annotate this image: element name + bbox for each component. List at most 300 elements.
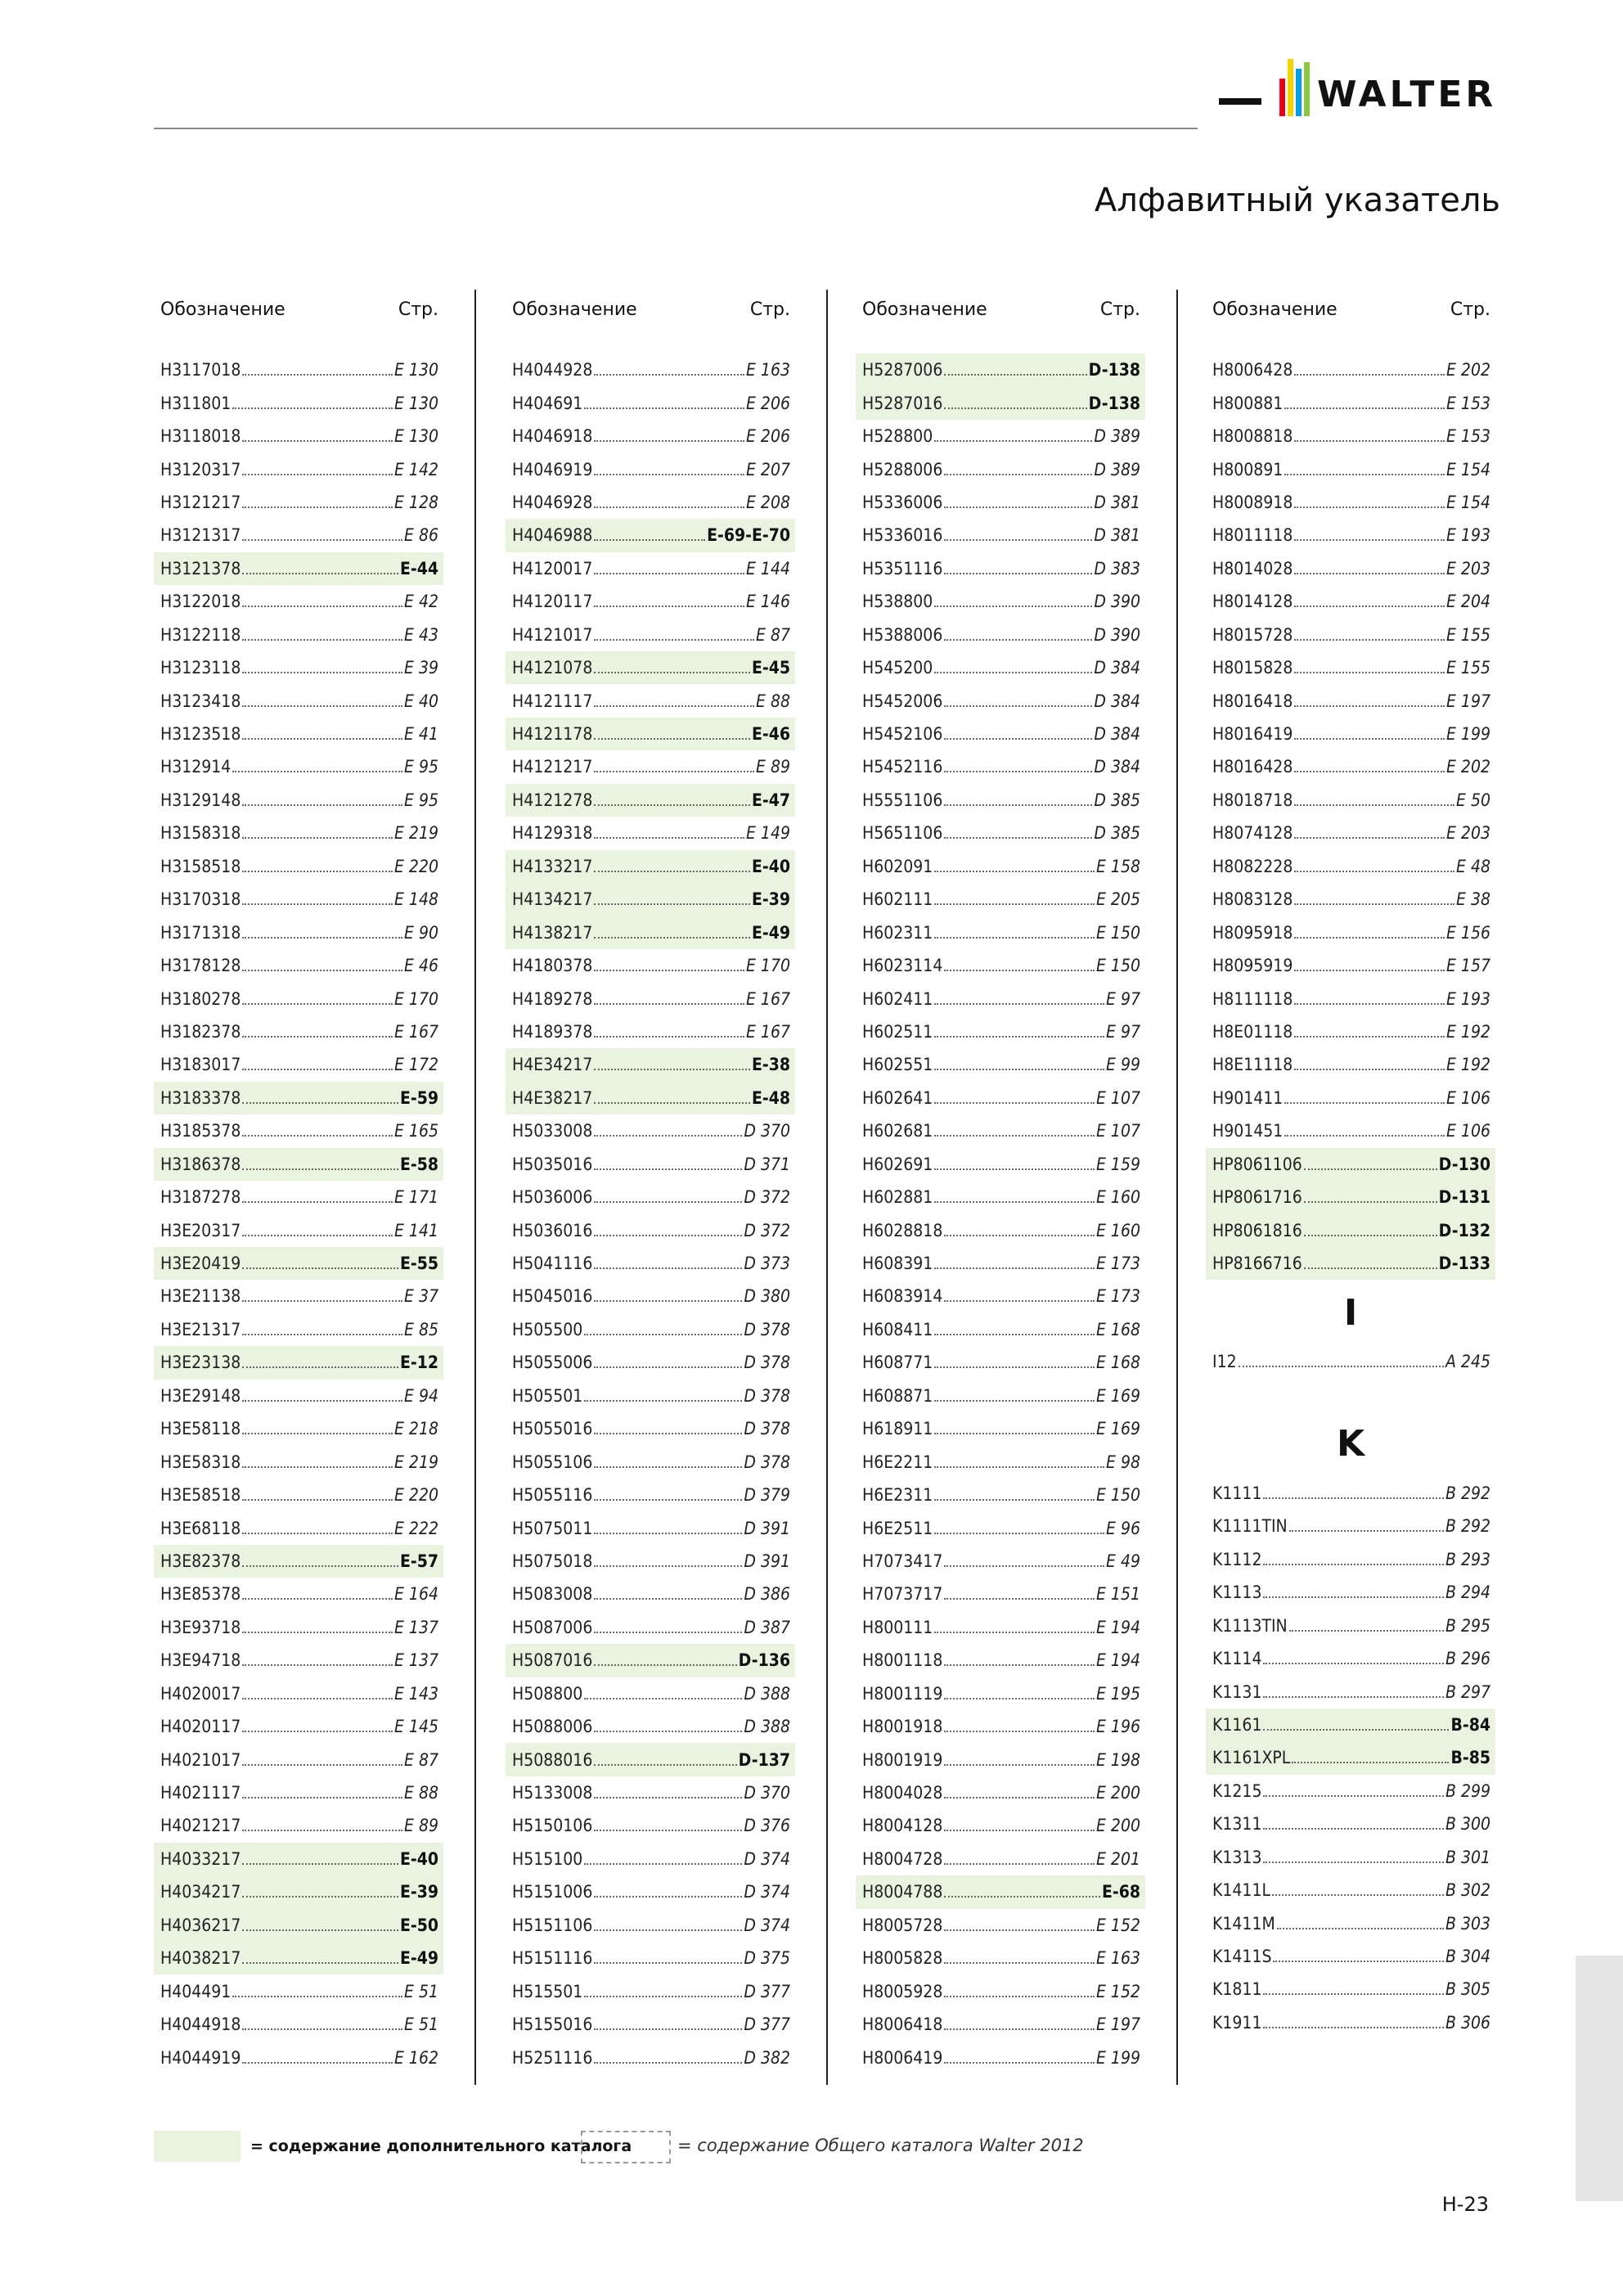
entry-page: D 372 — [744, 1187, 790, 1208]
dot-leader — [594, 539, 705, 541]
entry-code: H4E34217 — [512, 1055, 593, 1075]
dot-leader — [934, 440, 1092, 442]
index-entry — [154, 1148, 443, 1181]
entry-page: E 168 — [1096, 1319, 1140, 1339]
entry-page: E 90 — [404, 922, 438, 943]
entry-code: H5033008 — [512, 1121, 593, 1141]
index-entry — [856, 817, 1145, 849]
entry-code: H8015828 — [1212, 658, 1293, 678]
entry-code: K1215 — [1212, 1781, 1262, 1801]
dot-leader — [594, 1433, 742, 1434]
entry-code: H3E93718 — [160, 1617, 241, 1637]
index-entry — [506, 1082, 795, 1114]
dot-leader — [242, 1929, 398, 1931]
entry-code: H4189278 — [512, 988, 593, 1009]
dot-leader — [594, 440, 744, 442]
dot-leader — [594, 1664, 736, 1666]
dot-leader — [1294, 1003, 1445, 1005]
entry-code: H545200 — [862, 658, 933, 678]
dot-leader — [242, 1366, 398, 1368]
entry-code: H5452006 — [862, 691, 943, 711]
entry-page: E 137 — [394, 1650, 438, 1671]
entry-code: H4021117 — [160, 1783, 241, 1803]
index-entry — [154, 1809, 443, 1842]
entry-page: E-59 — [399, 1087, 438, 1108]
entry-code: H3178128 — [160, 956, 241, 976]
dot-leader — [1294, 573, 1445, 574]
dot-leader — [584, 1400, 742, 1402]
dot-leader — [1304, 1168, 1437, 1170]
index-entry — [856, 1843, 1145, 1875]
entry-page: E 155 — [1446, 624, 1490, 645]
dot-leader — [1294, 506, 1445, 508]
dot-leader — [242, 1565, 398, 1567]
entry-code: K1311 — [1212, 1814, 1262, 1835]
dot-leader — [934, 1036, 1104, 1038]
index-entry — [506, 883, 795, 916]
entry-page: E 158 — [1096, 856, 1140, 876]
section-letter: K — [1336, 1423, 1365, 1465]
dot-leader — [242, 1036, 393, 1038]
walter-logo — [1219, 59, 1497, 116]
entry-code: H4034217 — [160, 1882, 241, 1902]
entry-code: K1161 — [1212, 1714, 1262, 1735]
entry-code: H5287016 — [862, 393, 943, 413]
entry-code: H6E2211 — [862, 1452, 933, 1472]
dot-leader — [242, 1830, 402, 1831]
dot-leader — [594, 1731, 742, 1732]
entry-page: E 49 — [1106, 1551, 1140, 1571]
index-entry — [506, 452, 795, 485]
dot-leader — [944, 1863, 1095, 1865]
index-entry — [1206, 1543, 1495, 1576]
entry-page: D 389 — [1094, 426, 1140, 447]
entry-page: E 146 — [746, 592, 790, 612]
entry-page: E 141 — [394, 1220, 438, 1240]
index-entry — [506, 420, 795, 452]
entry-page: E 154 — [1446, 459, 1490, 479]
index-entry — [1206, 850, 1495, 883]
index-entry — [1206, 1775, 1495, 1808]
dot-leader — [1263, 1497, 1444, 1499]
dot-leader — [594, 1499, 742, 1501]
index-entry — [506, 817, 795, 849]
entry-code: H4E38217 — [512, 1087, 593, 1108]
dot-leader — [1239, 1366, 1444, 1367]
dot-leader — [1263, 1564, 1444, 1565]
index-entry — [1206, 1675, 1495, 1708]
entry-code: H8001119 — [862, 1683, 943, 1704]
entry-page: D 387 — [744, 1617, 790, 1637]
dot-leader — [934, 1533, 1104, 1534]
index-entry — [506, 1545, 795, 1578]
dot-leader — [242, 804, 402, 806]
index-entry — [856, 684, 1145, 717]
dot-leader — [1294, 374, 1445, 376]
entry-page: D 391 — [744, 1551, 790, 1571]
entry-page: E 130 — [394, 426, 438, 447]
entry-page: E 206 — [746, 426, 790, 447]
dot-leader — [594, 1466, 742, 1468]
entry-page: E 51 — [404, 1981, 438, 2001]
entry-page: E 152 — [1096, 1981, 1140, 2001]
index-entry — [506, 1644, 795, 1677]
index-entry — [856, 1743, 1145, 1776]
dot-leader — [944, 539, 1092, 541]
entry-page: E 205 — [1096, 889, 1140, 910]
entry-code: H3121217 — [160, 492, 241, 512]
entry-code: H5087016 — [512, 1650, 593, 1671]
index-entry — [856, 1809, 1145, 1842]
index-entry — [154, 1015, 443, 1048]
logo-text: WALTER — [1317, 74, 1497, 115]
dot-leader — [944, 1962, 1095, 1964]
index-list — [154, 353, 443, 2074]
dot-leader — [594, 1003, 744, 1005]
dot-leader — [934, 1366, 1095, 1368]
entry-code: H4180378 — [512, 956, 593, 976]
dot-leader — [594, 903, 750, 905]
entry-page: D 376 — [744, 1816, 790, 1836]
index-entry — [154, 585, 443, 618]
entry-page: E 98 — [1106, 1452, 1140, 1472]
entry-page: E-50 — [399, 1915, 438, 1935]
index-entry — [1206, 784, 1495, 817]
entry-page: E 206 — [746, 393, 790, 413]
index-entry — [506, 486, 795, 519]
index-entry — [856, 1313, 1145, 1346]
dot-leader — [1263, 1663, 1444, 1664]
index-entry — [856, 949, 1145, 982]
entry-page: E 50 — [1456, 790, 1490, 810]
legend — [154, 2131, 1135, 2163]
entry-page: D 378 — [744, 1419, 790, 1439]
dot-leader — [594, 1267, 742, 1269]
entry-page: B 304 — [1445, 1947, 1490, 1967]
entry-page: E 88 — [404, 1783, 438, 1803]
entry-page: E 169 — [1096, 1419, 1140, 1439]
entry-code: H5035016 — [512, 1154, 593, 1174]
entry-code: H515501 — [512, 1981, 583, 2001]
index-entry — [154, 982, 443, 1015]
index-entry — [506, 850, 795, 883]
index-entry — [856, 1677, 1145, 1710]
entry-page: E-55 — [399, 1254, 438, 1274]
dot-leader — [594, 1366, 742, 1368]
index-entry — [154, 817, 443, 849]
entry-code: H602691 — [862, 1154, 933, 1174]
dot-leader — [242, 1300, 402, 1302]
index-entry — [154, 684, 443, 717]
dot-leader — [1263, 1862, 1444, 1863]
entry-page: E-47 — [751, 790, 790, 810]
entry-code: H4121278 — [512, 790, 593, 810]
entry-code: H505500 — [512, 1319, 583, 1339]
dot-leader — [242, 1797, 402, 1799]
index-entry — [1206, 1048, 1495, 1081]
index-entry — [1206, 353, 1495, 386]
entry-code: H5551106 — [862, 790, 943, 810]
dot-leader — [594, 1565, 742, 1567]
entry-page: E-38 — [751, 1055, 790, 1075]
entry-code: H3E21138 — [160, 1286, 241, 1307]
entry-page: E 145 — [394, 1717, 438, 1737]
entry-page: B 296 — [1445, 1649, 1490, 1669]
entry-code: K1113TIN — [1212, 1615, 1288, 1636]
index-entry — [154, 1644, 443, 1677]
entry-code: H7073717 — [862, 1584, 943, 1605]
dot-leader — [1304, 1267, 1437, 1269]
entry-page: D 377 — [744, 1981, 790, 2001]
entry-page: B 295 — [1445, 1615, 1490, 1636]
entry-page: E 95 — [404, 757, 438, 777]
index-entry — [154, 718, 443, 750]
index-entry — [506, 1677, 795, 1710]
index-entry — [154, 1545, 443, 1578]
index-entry — [1206, 1940, 1495, 1973]
entry-page: E 86 — [404, 525, 438, 546]
entry-code: H3187278 — [160, 1187, 241, 1208]
entry-code: H4044919 — [160, 2047, 241, 2068]
dot-leader — [594, 1632, 742, 1633]
index-entry — [1206, 949, 1495, 982]
entry-code: H608871 — [862, 1385, 933, 1406]
dot-leader — [242, 1168, 398, 1170]
legend-general-swatch — [581, 2131, 671, 2163]
dot-leader — [944, 1896, 1100, 1898]
dot-leader — [1294, 970, 1445, 971]
entry-page: E 167 — [394, 1021, 438, 1042]
index-entry — [856, 585, 1145, 618]
column-divider — [474, 290, 476, 2085]
entry-code: K1411L — [1212, 1880, 1270, 1901]
dot-leader — [944, 1797, 1095, 1799]
entry-page: E 149 — [746, 823, 790, 844]
entry-code: K1411M — [1212, 1913, 1275, 1934]
index-entry — [506, 1114, 795, 1147]
entry-page: D 378 — [744, 1385, 790, 1406]
index-entry — [856, 750, 1145, 783]
entry-page: E 89 — [756, 757, 790, 777]
entry-page: E 204 — [1446, 592, 1490, 612]
index-entry — [506, 718, 795, 750]
index-entry — [506, 585, 795, 618]
entry-page: B 297 — [1445, 1681, 1490, 1702]
logo-bar — [1296, 69, 1302, 116]
entry-page: E 87 — [404, 1749, 438, 1770]
entry-page: E 173 — [1096, 1286, 1140, 1307]
entry-code: H608411 — [862, 1319, 933, 1339]
entry-code: H901411 — [1212, 1087, 1284, 1108]
dot-leader — [232, 407, 393, 409]
index-entry — [154, 1942, 443, 1974]
entry-code: H602111 — [862, 889, 933, 910]
section-spacer — [1206, 1379, 1495, 1411]
entry-code: H5133008 — [512, 1783, 593, 1803]
entry-code: H8E01118 — [1212, 1021, 1293, 1042]
entry-page: E 200 — [1096, 1816, 1140, 1836]
entry-code: H8001118 — [862, 1650, 943, 1671]
dot-leader — [242, 606, 402, 607]
entry-code: K1811 — [1212, 1979, 1262, 2000]
dot-leader — [594, 1830, 742, 1831]
entry-code: H8016428 — [1212, 757, 1293, 777]
entry-page: E 197 — [1446, 691, 1490, 711]
index-entry — [506, 1181, 795, 1213]
index-entry — [154, 1445, 443, 1478]
logo-bar — [1304, 62, 1310, 116]
entry-code: H404491 — [160, 1981, 232, 2001]
dot-leader — [242, 1962, 398, 1964]
index-entry — [154, 1280, 443, 1312]
dot-leader — [944, 804, 1092, 806]
index-entry — [856, 1479, 1145, 1511]
dot-leader — [584, 1996, 742, 1997]
entry-code: H3123418 — [160, 691, 241, 711]
column-divider — [1176, 290, 1178, 2085]
entry-page: D 388 — [744, 1683, 790, 1704]
entry-page: D 383 — [1094, 558, 1140, 579]
index-entry — [1206, 420, 1495, 452]
entry-page: E 193 — [1446, 988, 1490, 1009]
entry-page: D 370 — [744, 1121, 790, 1141]
index-entry — [856, 2008, 1145, 2041]
dot-leader — [1289, 1630, 1444, 1632]
entry-code: H3186378 — [160, 1154, 241, 1174]
entry-page: D 385 — [1094, 823, 1140, 844]
dot-leader — [944, 374, 1086, 376]
index-entry — [856, 452, 1145, 485]
entry-code: H800881 — [1212, 393, 1284, 413]
entry-code: H4129318 — [512, 823, 593, 844]
index-entry — [154, 2041, 443, 2073]
index-entry — [1206, 1213, 1495, 1246]
entry-page: E 128 — [394, 492, 438, 512]
entry-page: E-40 — [751, 856, 790, 876]
entry-page: B 301 — [1445, 1847, 1490, 1867]
entry-code: H3E82378 — [160, 1551, 241, 1571]
entry-code: H8008818 — [1212, 426, 1293, 447]
index-entry — [1206, 486, 1495, 519]
entry-code: H602411 — [862, 988, 933, 1009]
index-entry — [856, 1015, 1145, 1048]
entry-code: HP8061716 — [1212, 1187, 1302, 1208]
dot-leader — [594, 1102, 750, 1104]
entry-page: E 107 — [1096, 1121, 1140, 1141]
dot-leader — [594, 1896, 742, 1898]
entry-code: H8001919 — [862, 1749, 943, 1770]
dot-leader — [594, 1797, 742, 1799]
entry-code: H8111118 — [1212, 988, 1293, 1009]
dot-leader — [944, 1996, 1095, 1997]
entry-page: E-68 — [1101, 1882, 1140, 1902]
entry-page: E 150 — [1096, 1485, 1140, 1506]
index-entry — [506, 750, 795, 783]
index-entry — [506, 1578, 795, 1610]
entry-page: D 378 — [744, 1452, 790, 1472]
index-entry — [1206, 1708, 1495, 1741]
dot-leader — [594, 506, 744, 508]
entry-code: H3158518 — [160, 856, 241, 876]
column-header — [160, 293, 438, 326]
entry-page: B 293 — [1445, 1549, 1490, 1569]
entry-code: H3129148 — [160, 790, 241, 810]
legend-supplement-label: = содержание дополнительного каталога — [250, 2137, 632, 2155]
entry-code: H8E11118 — [1212, 1055, 1293, 1075]
entry-code: H3183017 — [160, 1055, 241, 1075]
index-entry — [154, 1114, 443, 1147]
dot-leader — [944, 705, 1092, 707]
entry-code: H5045016 — [512, 1286, 593, 1307]
entry-code: H4020117 — [160, 1717, 241, 1737]
column-header-designation: Обозначение — [160, 299, 285, 320]
entry-page: E 194 — [1096, 1650, 1140, 1671]
entry-page: E 155 — [1446, 658, 1490, 678]
entry-page: E 163 — [1096, 1948, 1140, 1969]
index-entry — [506, 1213, 795, 1246]
entry-code: H5388006 — [862, 624, 943, 645]
entry-code: H602681 — [862, 1121, 933, 1141]
dot-leader — [944, 837, 1092, 839]
page-number: H-23 — [1441, 2193, 1489, 2216]
index-entry — [856, 1181, 1145, 1213]
dot-leader — [242, 1235, 393, 1236]
entry-page: E 97 — [1106, 988, 1140, 1009]
index-entry — [1206, 1874, 1495, 1907]
entry-page: B 302 — [1445, 1880, 1490, 1901]
entry-code: H6083914 — [862, 1286, 943, 1307]
entry-page: E-46 — [751, 724, 790, 745]
entry-page: E 94 — [404, 1385, 438, 1406]
dot-leader — [1304, 1201, 1437, 1203]
entry-code: H3117018 — [160, 360, 241, 380]
entry-page: E 202 — [1446, 360, 1490, 380]
legend-general-label: = содержание Общего каталога Walter 2012 — [677, 2136, 1084, 2155]
entry-code: H5452106 — [862, 724, 943, 745]
entry-code: H8004788 — [862, 1882, 943, 1902]
entry-code: H5151106 — [512, 1915, 593, 1935]
index-entry — [1206, 1015, 1495, 1048]
entry-code: K1111TIN — [1212, 1516, 1288, 1537]
index-entry — [856, 1644, 1145, 1677]
dot-leader — [242, 1201, 393, 1203]
index-entry — [856, 883, 1145, 916]
dot-leader — [1263, 1696, 1444, 1698]
dot-leader — [944, 1830, 1095, 1831]
index-entry — [1206, 1181, 1495, 1213]
dot-leader — [1294, 738, 1445, 740]
dot-leader — [1284, 407, 1445, 409]
entry-page: E 192 — [1446, 1021, 1490, 1042]
dot-leader — [594, 1764, 736, 1766]
index-entry — [506, 519, 795, 551]
entry-page: E-44 — [399, 558, 438, 579]
dot-leader — [242, 1334, 402, 1335]
dot-leader — [242, 506, 393, 508]
dot-leader — [944, 506, 1092, 508]
index-entry — [1206, 519, 1495, 551]
index-entry — [154, 552, 443, 585]
dot-leader — [584, 1334, 742, 1335]
index-entry — [1206, 1741, 1495, 1774]
dot-leader — [594, 705, 754, 707]
dot-leader — [944, 1929, 1095, 1931]
index-entry — [154, 1710, 443, 1743]
entry-code: H6023114 — [862, 956, 943, 976]
index-entry — [856, 1213, 1145, 1246]
entry-page: E 144 — [746, 558, 790, 579]
index-entry — [506, 2008, 795, 2041]
